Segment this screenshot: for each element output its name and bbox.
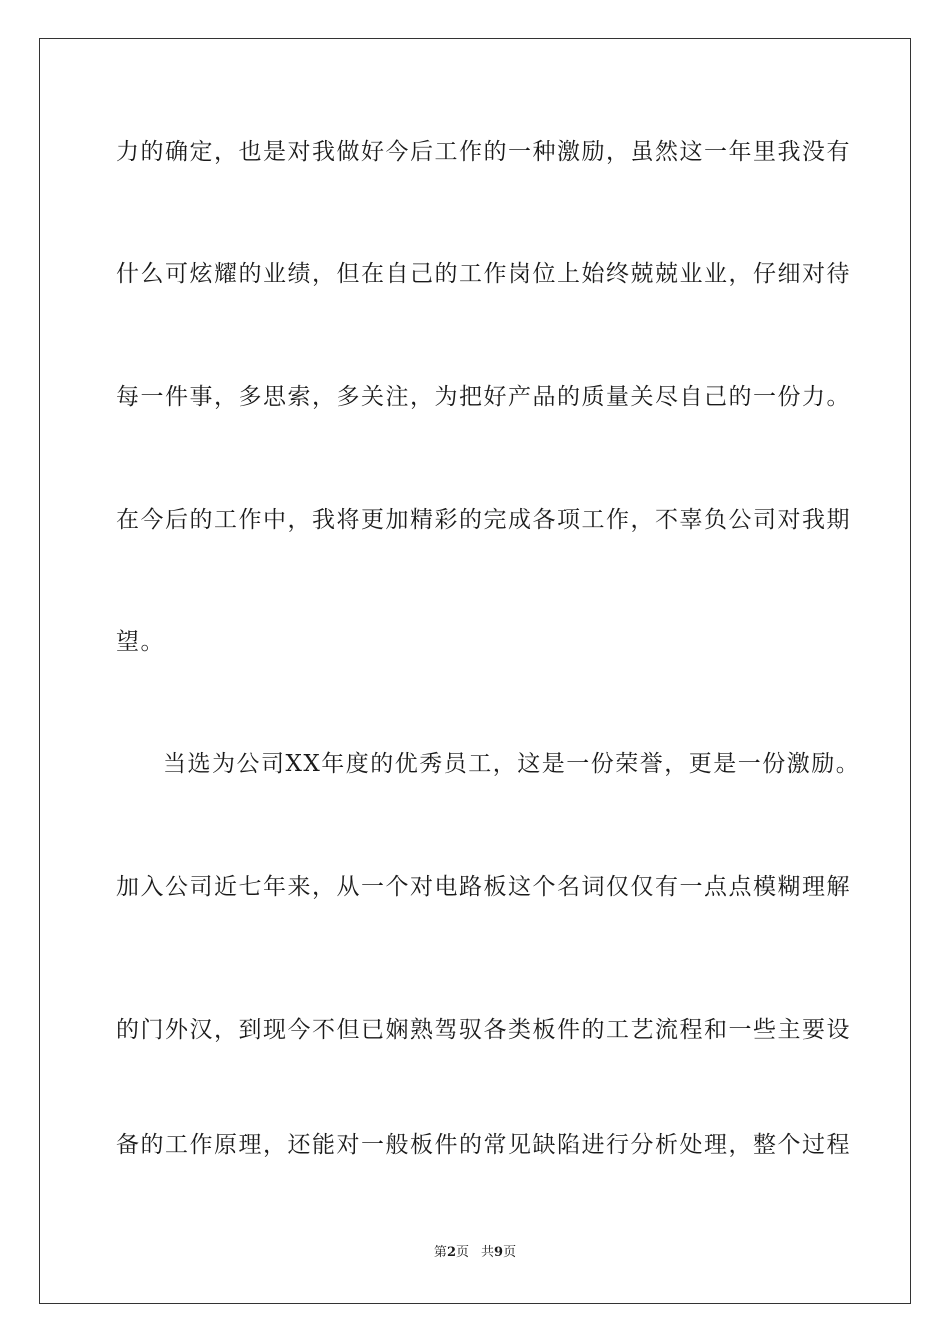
current-page-number: 2 (446, 1245, 456, 1260)
page-prefix: 第 (433, 1245, 447, 1260)
body-text-line: 望。 (116, 629, 165, 655)
paragraph-first-line: 当选为公司XX年度的优秀员工，这是一份荣誉，更是一份激励。 (163, 751, 861, 777)
total-prefix: 共 (481, 1245, 495, 1260)
body-text-line: 力的确定，也是对我做好今后工作的一种激励，虽然这一年里我没有 (116, 139, 851, 165)
page-border (39, 38, 911, 1304)
body-text-line: 在今后的工作中，我将更加精彩的完成各项工作，不辜负公司对我期 (116, 507, 851, 533)
body-text-line: 的门外汉，到现今不但已娴熟驾驭各类板件的工艺流程和一些主要设 (116, 1017, 851, 1043)
body-text-line: 什么可炫耀的业绩，但在自己的工作岗位上始终兢兢业业，仔细对待 (116, 261, 851, 287)
page-suffix: 页 (455, 1245, 469, 1260)
total-suffix: 页 (503, 1245, 517, 1260)
body-text-line: 每一件事，多思索，多关注，为把好产品的质量关尽自己的一份力。 (116, 384, 851, 410)
total-page-count: 9 (494, 1245, 504, 1260)
body-text-line: 加入公司近七年来，从一个对电路板这个名词仅仅有一点点模糊理解 (116, 874, 851, 900)
page-footer (0, 1244, 950, 1262)
body-text-line: 备的工作原理，还能对一般板件的常见缺陷进行分析处理，整个过程 (116, 1132, 851, 1158)
